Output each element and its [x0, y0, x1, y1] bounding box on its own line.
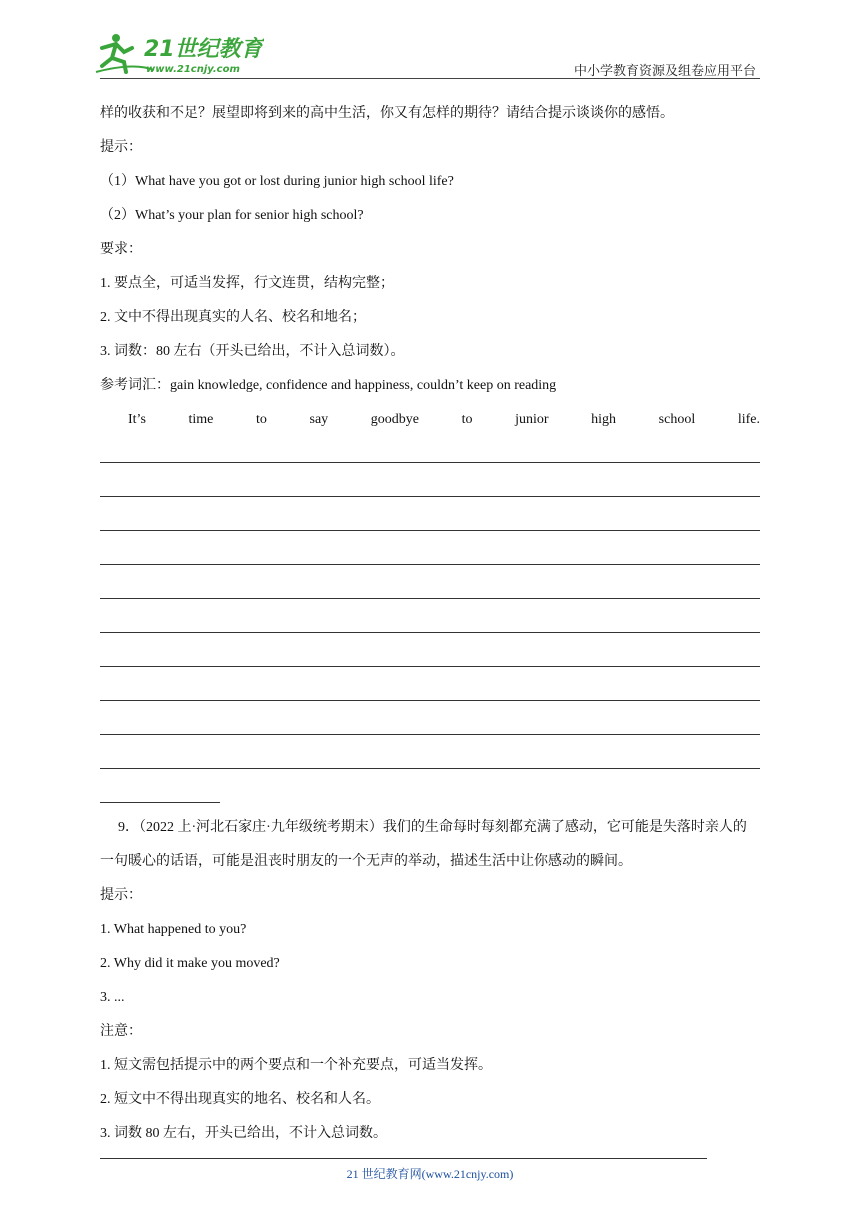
svg-text:www.21cnjy.com: www.21cnjy.com — [146, 64, 240, 75]
header-divider — [100, 78, 760, 79]
writing-line[interactable] — [100, 641, 760, 675]
footer-source: 21 世纪教育网(www.21cnjy.com) — [346, 1167, 514, 1181]
svg-text:21世纪教育: 21世纪教育 — [144, 37, 263, 62]
vocabulary-line: 参考词汇：gain knowledge, confidence and happiness, couldn’t keep on reading — [100, 378, 557, 393]
opening-word: school — [658, 412, 696, 427]
opening-word: It’s — [128, 412, 146, 427]
hint-label: 提示： — [100, 140, 142, 155]
writing-line[interactable] — [100, 709, 760, 743]
writing-line[interactable] — [100, 437, 760, 471]
document-body — [100, 97, 760, 1151]
opening-word: say — [309, 412, 329, 427]
opening-word: to — [461, 412, 473, 427]
hint-item: 2. Why did it make you moved? — [100, 956, 280, 971]
note-item: 1. 短文需包括提示中的两个要点和一个补充要点，可适当发挥。 — [100, 1058, 492, 1073]
note-label: 注意： — [100, 1024, 142, 1039]
hint-item: 3. ... — [100, 990, 125, 1005]
requirement-item: 2. 文中不得出现真实的人名、校名和地名； — [100, 310, 366, 325]
opening-word: to — [256, 412, 267, 427]
writing-line[interactable] — [100, 675, 760, 709]
writing-line[interactable] — [100, 471, 760, 505]
note-item: 3. 词数 80 左右，开头已给出，不计入总词数。 — [100, 1126, 387, 1141]
hint-item: （1）What have you got or lost during junior high school life? — [100, 174, 454, 189]
writing-line[interactable] — [100, 505, 760, 539]
writing-line[interactable] — [100, 607, 760, 641]
essay-opening — [100, 403, 760, 437]
requirement-item: 3. 词数：80 左右（开头已给出，不计入总词数）。 — [100, 344, 405, 359]
opening-word: time — [188, 412, 214, 427]
writing-line[interactable] — [100, 743, 760, 777]
opening-word: high — [591, 412, 617, 427]
logo-21cnjy — [94, 32, 264, 78]
opening-word: junior — [515, 412, 549, 427]
hint-label: 提示： — [100, 888, 142, 903]
requirements-label: 要求： — [100, 242, 142, 257]
page-header — [0, 0, 860, 80]
opening-word: life. — [737, 412, 760, 427]
writing-line[interactable] — [100, 573, 760, 607]
hint-item: 1. What happened to you? — [100, 922, 247, 937]
prompt-tail: 样的收获和不足？展望即将到来的高中生活，你又有怎样的期待？请结合提示谈谈你的感悟。 — [100, 106, 674, 121]
site-tagline: 中小学教育资源及组卷应用平台 — [573, 63, 756, 78]
question-9-prompt: 9．（2022 上·河北石家庄·九年级统考期末）我们的生命每时每刻都充满了感动，它可能是失落时亲人的一句暖心的话语，可能是沮丧时朋友的一个无声的举动，描述生活中让你感动的瞬间。 — [100, 820, 747, 869]
note-item: 2. 短文中不得出现真实的地名、校名和人名。 — [100, 1092, 380, 1107]
hint-item: （2）What’s your plan for senior high school? — [100, 208, 364, 223]
writing-line[interactable] — [100, 777, 760, 811]
requirement-item: 1. 要点全，可适当发挥，行文连贯，结构完整； — [100, 276, 394, 291]
opening-word: goodbye — [370, 412, 419, 427]
writing-line[interactable] — [100, 539, 760, 573]
footer-divider — [100, 1158, 707, 1159]
